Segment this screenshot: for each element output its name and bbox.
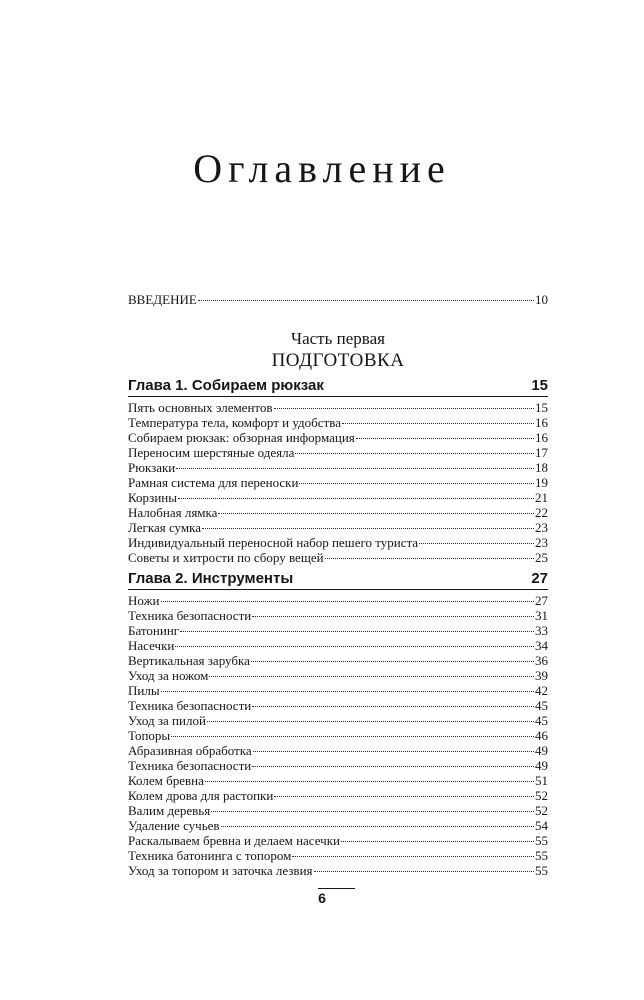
- dot-leader: [252, 616, 534, 617]
- dot-leader: [314, 871, 534, 872]
- toc-entry-page: 10: [535, 292, 548, 307]
- dot-leader: [178, 498, 534, 499]
- toc-entry-label: Насечки: [128, 638, 175, 653]
- toc-entry: [128, 833, 548, 848]
- toc-entry-page: 16: [535, 430, 548, 445]
- toc-entry-label: Советы и хитрости по сбору вещей: [128, 550, 324, 565]
- toc-entry-page: 45: [535, 713, 548, 728]
- dot-leader: [161, 691, 534, 692]
- dot-leader: [299, 483, 534, 484]
- dot-leader: [325, 558, 534, 559]
- toc-entry-intro: [128, 292, 548, 307]
- toc-entry-label: Индивидуальный переносной набор пешего туриста: [128, 535, 419, 550]
- dot-leader: [176, 468, 534, 469]
- chapter-title: Глава 1. Собираем рюкзак: [128, 377, 324, 394]
- toc-entry-page: 36: [535, 653, 548, 668]
- dot-leader: [419, 543, 534, 544]
- toc-entry: [128, 773, 548, 788]
- dot-leader: [218, 513, 534, 514]
- toc-entry: [128, 638, 548, 653]
- dot-leader: [171, 736, 534, 737]
- toc-entry-label: Колем бревна: [128, 773, 204, 788]
- dot-leader: [161, 601, 534, 602]
- toc-entry: [128, 520, 548, 535]
- toc-entry-page: 22: [535, 505, 548, 520]
- toc-entry: [128, 788, 548, 803]
- toc-entry-page: 15: [535, 400, 548, 415]
- toc-entry: [128, 490, 548, 505]
- toc-entry-label: Техника безопасности: [128, 698, 252, 713]
- toc-entry-page: 55: [535, 833, 548, 848]
- dot-leader: [341, 841, 534, 842]
- chapter-page: 27: [531, 570, 548, 587]
- chapter-title: Глава 2. Инструменты: [128, 570, 294, 587]
- toc-entry-label: Раскалываем бревна и делаем насечки: [128, 833, 340, 848]
- toc-entry-page: 42: [535, 683, 548, 698]
- dot-leader: [251, 661, 534, 662]
- toc-entry: [128, 505, 548, 520]
- dot-leader: [202, 528, 534, 529]
- toc-entry-label: Техника батонинга с топором: [128, 848, 292, 863]
- toc-entry: [128, 415, 548, 430]
- toc-entry-label: Переносим шерстяные одеяла: [128, 445, 295, 460]
- toc-entry-page: 23: [535, 535, 548, 550]
- dot-leader: [274, 408, 534, 409]
- dot-leader: [274, 796, 534, 797]
- toc-entry-label: Колем дрова для растопки: [128, 788, 274, 803]
- chapter-page: 15: [531, 377, 548, 394]
- toc-entry-page: 21: [535, 490, 548, 505]
- toc-entry-page: 34: [535, 638, 548, 653]
- toc-entry-page: 39: [535, 668, 548, 683]
- footer-rule: [318, 888, 355, 889]
- toc-entry-label: Уход за ножом: [128, 668, 209, 683]
- toc-entry-page: 49: [535, 743, 548, 758]
- toc-entry: [128, 728, 548, 743]
- toc-entry: [128, 698, 548, 713]
- toc-entry-page: 52: [535, 788, 548, 803]
- toc-entry-page: 33: [535, 623, 548, 638]
- toc-entry-label: Батонинг: [128, 623, 180, 638]
- toc-entry: [128, 668, 548, 683]
- toc-entry-page: 19: [535, 475, 548, 490]
- dot-leader: [175, 646, 534, 647]
- toc-entry: [128, 445, 548, 460]
- toc-entry-label: ВВЕДЕНИЕ: [128, 292, 197, 307]
- toc-entry-label: Вертикальная зарубка: [128, 653, 250, 668]
- dot-leader: [252, 766, 534, 767]
- toc-entry: [128, 758, 548, 773]
- part-title: Часть первая: [291, 329, 385, 348]
- toc-entry-page: 16: [535, 415, 548, 430]
- toc-entry: [128, 608, 548, 623]
- dot-leader: [253, 751, 534, 752]
- toc-entry: [128, 535, 548, 550]
- toc-entry-page: 25: [535, 550, 548, 565]
- toc-entry-label: Температура тела, комфорт и удобства: [128, 415, 341, 430]
- toc-entry-label: Топоры: [128, 728, 171, 743]
- toc-entry: [128, 653, 548, 668]
- toc-entry-page: 23: [535, 520, 548, 535]
- dot-leader: [356, 438, 534, 439]
- dot-leader: [252, 706, 534, 707]
- toc-entry-page: 18: [535, 460, 548, 475]
- page-title: Оглавление: [193, 146, 451, 191]
- toc-entry: [128, 623, 548, 638]
- dot-leader: [295, 453, 534, 454]
- toc-entry: [128, 743, 548, 758]
- chapter-heading-2: [128, 570, 548, 590]
- toc-entry-label: Пилы: [128, 683, 160, 698]
- toc-entry-label: Абразивная обработка: [128, 743, 252, 758]
- toc-entry: [128, 475, 548, 490]
- toc-entry-page: 27: [535, 593, 548, 608]
- toc-entry-page: 55: [535, 848, 548, 863]
- dot-leader: [207, 721, 534, 722]
- toc-entry-label: Валим деревья: [128, 803, 211, 818]
- toc-entry: [128, 803, 548, 818]
- toc-entry-label: Корзины: [128, 490, 177, 505]
- dot-leader: [342, 423, 534, 424]
- part-name: ПОДГОТОВКА: [271, 350, 405, 371]
- page-number: 6: [318, 890, 326, 906]
- dot-leader: [180, 631, 534, 632]
- dot-leader: [211, 811, 534, 812]
- toc-entry-label: Налобная лямка: [128, 505, 218, 520]
- toc-entry: [128, 863, 548, 878]
- toc-entry: [128, 550, 548, 565]
- toc-entry: [128, 848, 548, 863]
- toc-entry-page: 54: [535, 818, 548, 833]
- dot-leader: [209, 676, 534, 677]
- toc-entry-label: Рюкзаки: [128, 460, 176, 475]
- toc-entry-page: 46: [535, 728, 548, 743]
- toc-entry: [128, 818, 548, 833]
- toc-entry-page: 17: [535, 445, 548, 460]
- toc-entry: [128, 683, 548, 698]
- toc-entry-label: Уход за пилой: [128, 713, 206, 728]
- toc-entry-label: Пять основных элементов: [128, 400, 273, 415]
- toc-entry-page: 51: [535, 773, 548, 788]
- dot-leader: [221, 826, 534, 827]
- toc-entry-page: 45: [535, 698, 548, 713]
- toc-entry-label: Уход за топором и заточка лезвия: [128, 863, 313, 878]
- toc-entry: [128, 713, 548, 728]
- toc-entry-label: Собираем рюкзак: обзорная информация: [128, 430, 355, 445]
- toc-entry-page: 52: [535, 803, 548, 818]
- toc-entry: [128, 400, 548, 415]
- toc-entry-page: 49: [535, 758, 548, 773]
- dot-leader: [292, 856, 534, 857]
- toc-entry: [128, 430, 548, 445]
- chapter-heading-1: [128, 377, 548, 397]
- toc-entry-label: Техника безопасности: [128, 608, 252, 623]
- toc-entry-label: Удаление сучьев: [128, 818, 220, 833]
- dot-leader: [198, 300, 534, 301]
- dot-leader: [205, 781, 534, 782]
- toc-entry-label: Ножи: [128, 593, 160, 608]
- toc-entry: [128, 593, 548, 608]
- toc-entry-page: 31: [535, 608, 548, 623]
- toc-entry-label: Легкая сумка: [128, 520, 201, 535]
- toc-entry-label: Техника безопасности: [128, 758, 252, 773]
- toc-entry-page: 55: [535, 863, 548, 878]
- toc-entry: [128, 460, 548, 475]
- toc-entry-label: Рамная система для переноски: [128, 475, 299, 490]
